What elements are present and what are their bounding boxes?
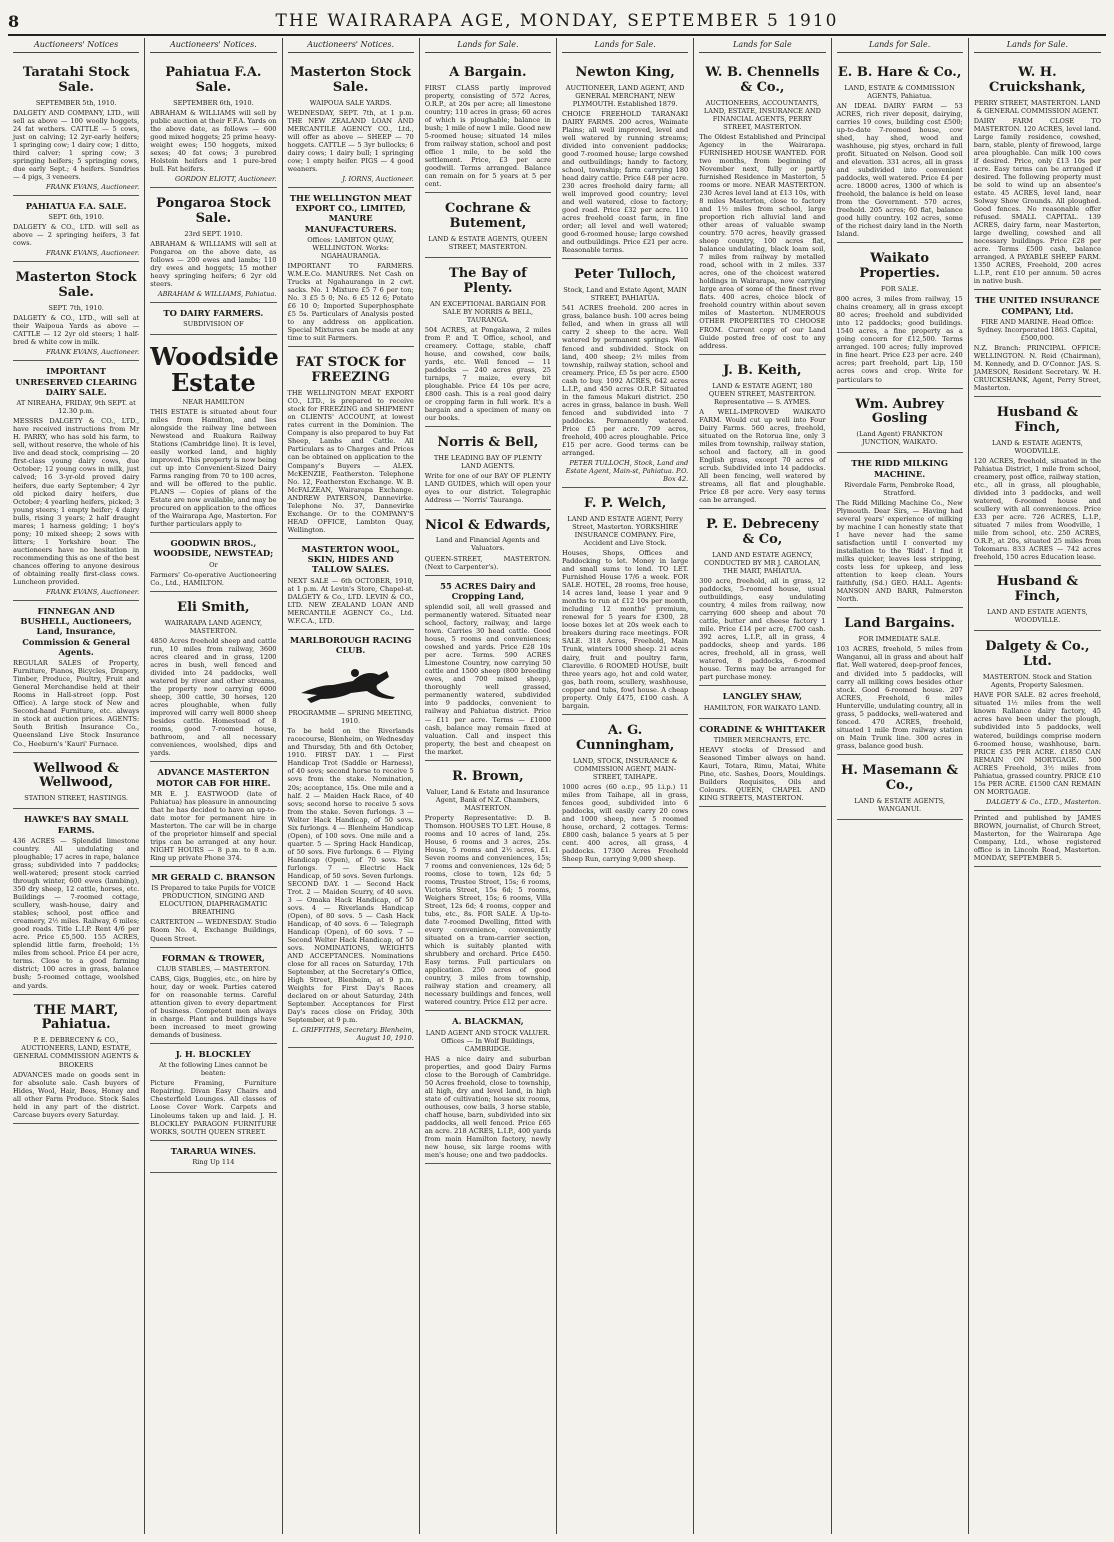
ad-body: NEXT SALE — 6th OCTOBER, 1910, at 1 p.m. At Levin's Store, Chapel-st. DALGETY & Co., LTD. LEVIN & CO., LTD. NEW ZEALAND LOAN AND MERCANTILE AGENCY Co., Ltd. W.F.C.A., LTD.: [287, 576, 414, 625]
column-header: Auctioneers' Notices.: [288, 38, 414, 53]
advertisement: [150, 867, 276, 947]
advertisement: [425, 1011, 551, 1164]
ad-body: Farmers' Co-operative Auctioneering Co., Ltd., HAMILTON.: [150, 570, 277, 587]
advertisement: [699, 57, 825, 355]
ad-subtitle: 23rd SEPT. 1910.: [184, 229, 243, 238]
ad-title: Wm. Aubrey Gosling: [855, 396, 944, 427]
ad-body: 436 ACRES — Splendid limestone country. All undulating and ploughable; 17 acres in rape, balance grass; subdivided into 7 paddocks; well-watered; present stock carried through winter, 600 ewes (lambing), 350 dry sheep, 12 cattle, horses, etc. Buildings — 7-roomed cottage, scullery, wash-house, dairy and stables; school, post office and creamery, 2½ miles. Railway, 6 miles; good roads. Title L.I.P. Rent 4/6 per acre. Price £5,500. 155 ACRES, splendid little farm, freehold; 1½ miles from school. Price £4 per acre, terms. Close to a good farming district; 100 acres in grass, balance bush; 5-roomed cottage, woolshed and yards.: [13, 836, 140, 990]
ad-title: THE RIDD MILKING MACHINE.: [851, 458, 949, 479]
advertisement: [974, 57, 1101, 291]
advertisement: [13, 995, 139, 1124]
ad-body: IMPORTANT TO FARMERS. W.M.E.Co. MANURES. Net Cash on Trucks at Ngahauranga in 2 cwt. sacks. No. 1 Mixture £5 7 6 per ton; No. 3 £5 5 0; No. 6 £5 12 6; Potato £6 10 0; Imported Superphosphate £5 5s. Particulars of Analysis posted to any address on application. Special Mixtures can be made at any time to suit Farmers.: [287, 262, 414, 343]
ad-subtitle: Riverdale Farm, Pembroke Road, Stratford.: [844, 480, 955, 497]
ad-title: Wellwood & Wellwood,: [33, 760, 119, 791]
ad-body: MR E. J. EASTWOOD (late of Pahiatua) has pleasure in announcing that he has decided to have an up-to-date motor for permanent hire in Masterton. The car will be in charge of the proprietor himself and special trips can be arranged at any hour. NIGHT HOURS — 8 p.m. to 8 a.m. Ring up private Phone 374.: [150, 789, 277, 863]
ad-title: Peter Tulloch,: [574, 267, 676, 283]
ad-body: THE WELLINGTON MEAT EXPORT CO., LTD., is prepared to receive stock for FREEZING and SHIPMENT on CLIENTS' ACCOUNT, at lowest rates current in the Dominion. The Company is also prepared to buy Fat Sheep, Lambs and Cattle. All Particulars as to Charges and Prices can be obtained on application to the Company's Buyers — ALEX. McKENZIE, Featherston. Telephone No. 12, Featherston Exchange. W. B. McFALZEAN, Wairarapa Exchange. ANDREW PATERSON, Dannevirke. Telephone No. 37, Dannevirke Exchange. Or to the COMPANY'S HEAD OFFICE, Lambton Quay, Wellington.: [287, 389, 414, 534]
ad-title: MARLBOROUGH RACING CLUB.: [289, 634, 412, 655]
advertisement: [699, 509, 825, 686]
ad-title: A. BLACKMAN,: [452, 1016, 524, 1027]
ad-body: A WELL-IMPROVED WAIKATO FARM. Would cut up well into Four Dairy Farms. 560 acres, freehold, situated on the Rotorua line, only 3 miles from township, railway station, school and factory, all in good English grass, except 70 acres of scrub. Subdivided into 14 paddocks. All been fencing, well watered by streams, all flat and ploughable. Price £8 per acre. Very easy terms can be arranged.: [699, 407, 826, 504]
ad-body: 541 ACRES freehold. 200 acres in grass, balance bush. 100 acres being felled, and when in grass all will carry 2 sheep to the acre. Well watered by permanent springs. Well fenced and subdivided. Stock on land, 400 sheep; 2½ miles from township, railway station, school and creamery. Price, £5 5s per acre. £500 cash to buy. 1092 ACRES, 642 acres L.I.P., and 450 acres O.R.P. Situated in the famous Makuri district. 250 acres in grass, balance in bush. Well fenced and subdivided into 7 paddocks. Permanently watered. Price £5 per acre. 709 acres, freehold, 400 acres ploughable. Price £15 per acre. Good terms can be arranged.: [562, 304, 689, 457]
ad-subtitle: STATION STREET, HASTINGS.: [24, 794, 129, 803]
ad-subtitle: LAND & ESTATE AGENT, 180 QUEEN STREET, MASTERTON. Representative — S. AYMES.: [708, 381, 816, 406]
ad-body: DALGETY & CO., LTD., will sell at their Waipoua Yards as above — CATTLE — 12 2yr old steers; 1 half-bred & white cow in milk.: [13, 314, 140, 347]
advertisement: [699, 355, 825, 509]
ad-body: Write for one of our BAY OF PLENTY LAND GUIDES, which will open your eyes to our district. Telegraphic Address — 'Norris' Tauranga.: [424, 472, 551, 505]
ad-subtitle: LAND, STOCK, INSURANCE & COMMISSION AGENT, MAIN-STREET, TAIHAPE.: [572, 756, 678, 781]
advertisement: [425, 193, 551, 258]
ad-subtitle: FOR IMMEDIATE SALE.: [858, 635, 941, 644]
ad-signature: DALGETY & Co., LTD., Masterton.: [986, 797, 1101, 806]
ad-signature: FRANK EVANS, Auctioneer.: [46, 249, 140, 258]
ad-title: Pahiatua F.A. Sale.: [165, 64, 262, 95]
ad-subtitle: WAIPOUA SALE YARDS.: [309, 98, 392, 107]
ad-title: TO DAIRY FARMERS.: [163, 308, 264, 319]
advertisement: [13, 196, 139, 262]
advertisement: [974, 811, 1101, 867]
column-header: Auctioneers' Notices.: [150, 38, 276, 53]
ad-body: splendid soil, all well grassed and permanently watered. Situated near school, factory, railway, and large town. Carries 30 head cattle. Good house, 5 rooms and conveniences; cowshed and yards. Price £28 10s per acre. Terms. 590 ACRES Limestone Country, now carrying 50 cattle and 1500 sheep (800 breeding ewes, and 700 mixed sheep), thoroughly well grassed, permanently watered, subdivided into 9 paddocks, convenient to railway and Pahiatua district. Price — £11 per acre. Terms — £1000 cash, balance may remain fixed at valuation. Call and inspect this property, the best and cheapest on the market.: [424, 603, 551, 756]
ad-body: FIRST CLASS partly improved property, consisting of 572 Acres, O.R.P., at 20s per acre; all limestone country; 110 acres in grass; 60 acres of which is ploughable; balance in bush; 1 mile of new 1 mile. Good new 5-roomed house; situated 14 miles from railway station, school and post office 1 mile, to be sold the settlement. Price, £3 per acre goodwill. Terms arranged. Balance can remain on for 5 years at 5 per cent.: [424, 83, 551, 189]
ad-title: Masterton Stock Sale.: [290, 64, 412, 95]
ad-subtitle: LAND, ESTATE & COMMISSION AGENTS, Pahiatua.: [844, 83, 955, 100]
ad-subtitle: WAIRARAPA LAND AGENCY, MASTERTON.: [164, 618, 263, 635]
ad-title: Husband & Finch,: [996, 574, 1079, 605]
column-header: Lands for Sale.: [562, 38, 688, 53]
advertisement: [13, 809, 139, 994]
ad-title: FINNEGAN AND BUSHELL, Auctioneers, Land, Insurance, Commission & General Agents.: [20, 605, 132, 657]
ad-title: Newton King,: [575, 64, 675, 80]
advertisement: [150, 1044, 276, 1141]
advertisement: [837, 453, 963, 608]
ad-subtitle: LAND AND ESTATE AGENTS, WOODVILLE.: [987, 608, 1088, 625]
ad-title: FAT STOCK for FREEZING: [295, 355, 406, 386]
ad-subtitle: Stock, Land and Estate Agent, MAIN STREET, PAHIATUA.: [563, 286, 687, 303]
ad-subtitle: P. E. DEBRECENY & CO., AUCTIONEERS, LAND, ESTATE, GENERAL COMMISSION AGENTS & BROKERS: [13, 1036, 139, 1069]
ad-body: THIS ESTATE is situated about four miles from Hamilton, and lies alongside the railway line between Newstead and Ruakura Railway Stations (Cambridge line). It is level, easily worked land, and highly improved. This property is now being cut up into Convenient-Sized Dairy Farms ranging from 70 to 100 acres, and will be offered to the public. PLANS — Copies of plans of the Estate are now available, and may be procured on application to the offices of the Wairarapa Age, Masterton. For further particulars apply to: [150, 407, 277, 529]
ad-subtitle: CLUB STABLES, — MASTERTON.: [156, 964, 271, 973]
ad-title: THE WELLINGTON MEAT EXPORT CO., LIMITED, MANURE MANUFACTURERS.: [289, 192, 412, 234]
ad-body: Printed and published by JAMES BROWN, journalist, of Church Street, Masterton, for the Wairarapa Age Company, Ltd., whose registered office is in Lincoln Road, Masterton. MONDAY, SEPTEMBER 5.: [973, 813, 1101, 862]
ad-subtitle: SUBDIVISION OF: [183, 320, 244, 329]
ad-body: ABRAHAM & WILLIAMS will sell at Pongaroa on the above date, as follows — 200 ewes and lambs; 110 dry ewes and hoggets; 15 mother heavy springing heifers; 6 2yr old steers.: [150, 239, 277, 288]
ad-title: 55 ACRES Dairy and Cropping Land,: [440, 580, 536, 601]
advertisement: [288, 539, 414, 630]
ad-subtitle: PERRY STREET, MASTERTON. LAND & GENERAL COMMISSION AGENT.: [974, 98, 1101, 115]
ad-signature: PETER TULLOCH, Stock, Land and Estate Agent, Main-st, Pahiatua. P.O. Box 42.: [565, 458, 689, 483]
ad-body: Property Representative: D. B. Thomson. HOUSES TO LET. House, 8 rooms and 10 acres of land, 25s. House, 6 rooms and 3 acres, 25s. House, 5 rooms and 2½ acres, £1. Seven rooms and conveniences, 15s; 7 rooms and conveniences, 12s 6d; 5 rooms, close to town, 12s 6d; 5 rooms, Trustee Street, 15s; 6 rooms, Victoria Street, 15s 6d; 5 rooms, Weighers Street, 15s; 6 rooms, Villa Street, 12s 6d; 4 rooms, copper and tubs, etc., 8s. FOR SALE. A Up-to-date 7-roomed Dwelling, fitted with every convenience, conveniently situated on a tram-carrier section, which is suitably planted with shrubbery and orchard. Price £450. Easy terms. Full particulars on application. 250 acres of good country, 3 miles from township, railway station and creamery, all necessary buildings and fences, well watered country. Price £12 per acre.: [424, 813, 551, 1007]
ad-title: Norris & Bell,: [437, 435, 539, 451]
ad-body: HAS a nice dairy and suburban properties, and good Dairy Farms close to the Borough of Cambridge. 50 Acres freehold, close to township, all high, dry and level land, in high state of cultivation; house six rooms, outhouses, cow bails, 3 horse stable, chaff house, barn, subdivided into six paddocks, all well fenced. Price £65 an acre. 218 ACRES, L.I.P., 400 yards from main Hamilton factory, newly new house, six large rooms with men's house; one and two paddocks.: [424, 1054, 551, 1160]
column-5: [557, 38, 694, 1534]
ad-body: DAIRY FARM CLOSE TO MASTERTON. 120 ACRES, level land. Large family residence, cowshed, barn, stable, plenty of firewood, large area ploughable. Can milk 100 cows if desired. Price, only £13 10s per acre. Easy terms can be arranged if desired. The following property must be sold to wind up an absentee's estate. 45 ACRES, level land, near Solway Show Grounds. All ploughed. Good fences. No reasonable offer refused. SMALL CAPITAL. 139 ACRES, dairy farm, near Masterton, large dwelling, cowshed and all necessary buildings. Price £28 per acre. Terms £500 cash, balance arranged. A PAYABLE SHEEP FARM. 1350 ACRES, Freehold, 200 acres L.I.P., rent £10 per annum. 50 acres in native bush.: [973, 116, 1101, 286]
racehorse-illustration: [291, 659, 411, 705]
ad-body: Picture Framing, Furniture Repairing. Divan Easy Chairs and Chesterfield Lounges. All classes of Loose Cover Work. Carpets and Linoleums taken up and laid. J. H. BLOCKLEY PARAGON FURNITURE WORKS, SOUTH QUEEN STREET.: [150, 1079, 277, 1136]
ad-subtitle: Or: [209, 560, 218, 569]
ad-body: The Oldest Established and Principal Agency in the Wairarapa. FURNISHED HOUSE WANTED. FOR two months, from beginning of November next, fully or partly furnished Residence in Masterton, 5 rooms or more. NEAR MASTERTON. 230 Acres level land at £13 10s, with 8 miles Masterton, close to factory and 1½ miles from school, large proportion rich alluvial land and other areas of valuable swamp country. 570 acres, heavily grassed sheep country, 100 acres flat, balance undulating, black loam soil, 7 miles from railway by metalled road, school with in 2 miles. 337 acres, one of the choicest watered holdings in Wairarapa, now carrying large area of some of the finest river flats. 400 acres, choice block of freehold country within about seven miles of Masterton. NUMEROUS OTHER PROPERTIES TO CHOOSE FROM. Current copy of our Land Guide posted free of cost to any address.: [699, 132, 826, 350]
page-number: 8: [8, 11, 20, 31]
ad-signature: FRANK EVANS, Auctioneer.: [46, 348, 140, 357]
ad-subtitle: Land and Financial Agents and Valuators.: [435, 536, 540, 553]
advertisement: [837, 755, 963, 820]
ad-subtitle: LAND & ESTATE AGENTS, QUEEN STREET, MASTERTON.: [428, 234, 548, 251]
ad-signature: FRANK EVANS, Auctioneer.: [46, 587, 140, 596]
advertisement: [13, 601, 139, 753]
ad-title: Woodside Estate: [150, 342, 279, 397]
ad-title: H. Masemann & Co.,: [841, 762, 959, 793]
column-2: [145, 38, 282, 1534]
advertisement: [425, 258, 551, 427]
advertisement: [150, 533, 276, 592]
ad-subtitle: PROGRAMME — SPRING MEETING, 1910.: [288, 709, 414, 726]
advertisement: [150, 762, 276, 867]
ad-subtitle: Offices: LAMBTON QUAY, WELLINGTON. Works: NGAHAURANGA.: [307, 235, 394, 260]
column-1: [8, 38, 145, 1534]
ad-subtitle: HAMILTON, FOR WAIKATO LAND.: [703, 703, 821, 712]
ad-title: CORADINE & WHITTAKER: [699, 723, 826, 734]
ad-signature: J. IORNS, Auctioneer.: [342, 174, 414, 183]
ad-body: QUEEN-STREET, MASTERTON. (Next to Carpenter's).: [424, 554, 551, 571]
advertisement: [425, 427, 551, 509]
advertisement: [974, 631, 1101, 810]
advertisement: [425, 57, 551, 193]
masthead-title: THE WAIRARAPA AGE, MONDAY, SEPTEMBER 5 1910: [275, 11, 839, 31]
advertisement: [562, 57, 688, 260]
column-7: [832, 38, 969, 1534]
column-4: [420, 38, 557, 1534]
ad-body: CARTERTON — WEDNESDAY. Studio Room No. 4, Exchange Buildings, Queen Street.: [150, 918, 277, 943]
ad-title: Land Bargains.: [844, 616, 955, 632]
ad-subtitle: SEPTEMBER 6th, 1910.: [173, 98, 254, 107]
ad-subtitle: LAND & ESTATE AGENTS, WANGANUI.: [854, 796, 945, 813]
advertisement: [837, 389, 963, 454]
advertisement: [974, 290, 1101, 397]
advertisement: [13, 57, 139, 196]
column-8: [969, 38, 1106, 1534]
ad-title: P. E. Debreceny & Co,: [706, 517, 819, 547]
ad-title: R. Brown,: [452, 768, 524, 784]
ad-body: 4850 Acres freehold sheep and cattle run, 10 miles from railway, 3600 acres cleared and in grass, 1200 acres in bush, well fenced and divided into 24 paddocks, well watered by river and other streams, the property now carrying 6000 sheep, 300 cattle, 30 horses, 120 acres ploughable, when fully improved will carry well 8000 sheep besides cattle. Homestead of 8 rooms, good 7-roomed house, bathroom, and all necessary conveniences, woolshed, dips and yards.: [150, 636, 277, 758]
ad-subtitle: FOR SALE.: [880, 285, 919, 294]
ad-subtitle: AUCTIONEERS, ACCOUNTANTS, LAND, ESTATE, INSURANCE AND FINANCIAL AGENTS, PERRY STREET, MASTERTON.: [703, 98, 821, 131]
ad-title: THE MART, Pahiatua.: [34, 1002, 119, 1033]
ad-title: TARARUA WINES.: [170, 1145, 256, 1156]
ad-signature: ABRAHAM & WILLIAMS, Pahiatua.: [157, 290, 277, 299]
ad-body: 103 ACRES, freehold, 5 miles from Wanganui, all in grass and about half flat. Well watered, deep-proof fences, and divided into 5 paddocks, will carry all milking cows besides other stock. Good 6-roomed house. 207 ACRES, Freehold, 6 miles Hunterville, undulating country, all in grass, 5 paddocks, well-watered and fenced. 470 ACRES, freehold, situated 1 mile from railway station on Main Trunk line. 300 acres in grass, balance good bush.: [836, 645, 963, 750]
ad-signature: GORDON ELIOTT, Auctioneer.: [174, 174, 277, 183]
ad-subtitle: AN EXCEPTIONAL BARGAIN FOR SALE BY NORRIS & BELL, TAURANGA.: [430, 299, 546, 324]
advertisement: [425, 510, 551, 576]
ad-title: Taratahi Stock Sale.: [22, 64, 130, 95]
ad-subtitle: At the following Lines cannot be beaten:: [159, 1061, 268, 1078]
advertisement: [13, 361, 139, 601]
ad-title: Dalgety & Co., Ltd.: [985, 639, 1090, 670]
advertisement: [150, 188, 276, 303]
ad-subtitle: SEPTEMBER 5th, 1910.: [35, 98, 117, 107]
ad-body: MESSRS DALGETY & CO., LTD., have received instructions from Mr H. PARRY, who has sold his farm, to sell, without reserve, the whole of his live and dead stock, comprising — 20 first-class young dairy cows, due October; 12 young cows in milk, just calved; 16 3-yr-old proved dairy heifers, due early September; 4 2yr old picked dairy heifers, due October; 4 yearling heifers, picked; 3 young steers; 1 empty heifer; 4 dairy bulls, rising 3 years; 2 half draught mares; 1 harness gelding; 1 boy's pony; 10 mixed sheep; 2 sows with litters; 1 Yorkshire boar. The auctioneers have no hesitation in recommending this as one of the best chances offering to anyone desirous of obtaining really first-class cows. Luncheon provided.: [13, 417, 140, 586]
ad-body: ABRAHAM & WILLIAMS will sell by public auction at their F.F.A. Yards on the above date, as follows — 600 good mixed hoggets; 25 prime heavy-weight ewes; 150 hoggets, mixed sexes; 40 fat cows; 3 purebred Holstein heifers and 1 pure-bred bull. Fat heifers.: [150, 108, 277, 173]
ad-title: Pongaroa Stock Sale.: [156, 195, 271, 226]
ad-body: CHOICE FREEHOLD TARANAKI DAIRY FARMS. 200 acres, Waimate Plains; all well improved, level and well watered by running streams; divided into convenient paddocks; good 7-roomed house; large cowshed and outbuildings; handy to factory, school, township; farm carrying 180 head dairy cattle. Price £48 per acre. 230 acres freehold dairy farm; all well improved good country; level and well watered, close to factory; good road. Price £32 per acre. 110 acres freehold coast farm, in fine order; all level and well watered; good 6-roomed house; large cowshed and outbuildings. Price £21 per acre. Reasonable terms.: [562, 109, 689, 255]
ad-body: 1000 acres (60 o.r.p., 95 l.i.p.) 11 miles from Taihape, all in grass, fences good, subdivided into 6 paddocks, will easily carry 20 cows and 1000 sheep, new 5 roomed house, orchard, 2 cottages. Terms: £800 cash, balance 5 years at 5 per cent. 400 acres, all grass, 4 paddocks. 17300 Acres Freehold Sheep Run, carrying 9,000 sheep.: [562, 782, 689, 863]
ad-title: E. B. Hare & Co.,: [837, 64, 962, 80]
ad-body: 300 acre, freehold, all in grass, 12 paddocks, 5-roomed house, usual outbuildings, easy undulating country, 4 miles from railway, now carrying 600 sheep and about 70 cattle, butter and cheese factory 1 mile. Price £14 per acre, £700 cash. 392 acres, L.I.P., all in grass, 4 paddocks, sheep and yards. 186 acres, freehold, all in grass, well watered, 8 paddocks, 6-roomed house. Terms may be arranged for part purchase money.: [699, 576, 826, 682]
ad-title: HAWKE'S BAY SMALL FARMS.: [24, 814, 129, 835]
ad-body: 504 ACRES, at Pongakawa, 2 miles from P. and T. Office, school, and creamery. Cottage, stable, chaff house, and cowshed, cow bails, yards, etc. Well fenced — 11 paddocks — 240 acres grass, 25 turnips, 7 maize, every bit ploughable. Price £4 10s per acre, £800 cash. This is a real good dairy or cropping farm in full work. It's a bargain and a specimen of many on our books.: [424, 326, 551, 423]
masthead: [8, 8, 1106, 36]
advertisement: [150, 948, 276, 1045]
ad-title: LANGLEY SHAW,: [722, 691, 803, 702]
ad-body: N.Z. Branch: PRINCIPAL OFFICE: WELLINGTON. N. Reid (Chairman), M. Kennedy, and D. O'Connor. JAS. S. JAMESON, Resident Secretary. W. H. CRUICKSHANK, Agent, Perry Street, Masterton.: [973, 343, 1101, 393]
ad-subtitle: SEPT. 6th, 1910.: [48, 213, 104, 222]
ad-subtitle: TIMBER MERCHANTS, ETC.: [713, 735, 812, 744]
ad-subtitle: Valuer, Land & Estate and Insurance Agent, Bank of N.Z. Chambers, MASTERTON.: [426, 787, 550, 812]
ad-subtitle: LAND AND ESTATE AGENCY, CONDUCTED BY MR J. CAROLAN, THE MART, PAHIATUA.: [703, 550, 821, 575]
columns-container: [8, 38, 1106, 1534]
advertisement: [288, 630, 414, 1048]
ad-body: To be held on the Riverlands racecourse, Blenheim, on Wednesday and Thursday, 5th and 6th October, 1910. FIRST DAY. 1 — First Handicap Trot (Saddle or Harness), of 40 sovs; second horse to receive 5 sovs from the stake. Nomination, 20s; acceptance, 15s. One mile and a half. 2 — Maiden Hack Race, of 40 sovs; second horse to receive 5 sovs from the stake. Seven furlongs. 3 — Welter Hack Handicap, of 50 sovs. Six furlongs. 4 — Blenheim Handicap (Open), of 100 sovs. One mile and a quarter. 5 — Spring Hack Handicap, of 50 sovs. Five furlongs. 6 — Flying Handicap (Open), of 70 sovs. Six furlongs. 7 — Electric Hack Handicap, of 50 sovs. Seven furlongs. SECOND DAY. 1 — Second Hack Trot. 2 — Maiden Scurry, of 40 sovs. 3 — Omaka Hack Handicap, of 50 sovs. 4 — Riverlands Handicap (Open), of 80 sovs. 5 — Cash Hack Handicap, of 40 sovs. 6 — Telegraph Handicap (Open), of 60 sovs. 7 — Second Welter Hack Handicap, of 50 sovs. NOMINATIONS, WEIGHTS AND ACCEPTANCES. Nominations close for all races on Saturday, 17th September, at the Secretary's Office, High Street, Blenheim, at 9 p.m. Weights for First Day's Races declared on or about Saturday, 24th September. Acceptances for First Day's races close on Friday, 30th September, at 9 p.m.: [287, 727, 414, 1025]
ad-subtitle: AT NIREAHA, FRIDAY, 9th SEPT. at 12.30 p.m.: [16, 399, 136, 416]
ad-subtitle: FIRE AND MARINE. Head Office: Sydney. Incorporated 1863. Capital, £500,000.: [977, 317, 1098, 342]
ad-title: Cochrane & Butement,: [445, 201, 531, 232]
ad-title: Eli Smith,: [177, 599, 250, 615]
column-header: Lands for Sale.: [425, 38, 551, 53]
ad-subtitle: SEPT. 7th, 1910.: [48, 304, 104, 313]
advertisement: [699, 719, 825, 808]
column-header: Lands for Sale.: [974, 38, 1101, 53]
ad-title: W. B. Chennells & Co.,: [705, 64, 820, 95]
advertisement: [150, 57, 276, 188]
ad-body: HEAVY stocks of Dressed and Seasoned Timber always on hand. Kauri, Totara, Rimu, Matai, White Pine, etc. Sashes, Doors, Mouldings. Builders Requisites, Oils and Colours. QUEEN, CHAPEL AND KING STREETS, MASTERTON.: [699, 745, 826, 803]
advertisement: [288, 347, 414, 538]
ad-body: Houses, Shops, Offices and Paddocking to let. Money in large and small sums to lend. TO LET. Furnished House 17/6 a week. FOR SALE. HOTEL, 28 rooms, free house, 14 acres land, lease 1 year and 9 months to run at £12 10s per month, including 12 months' premium, renewal for 5 years for £300, 28 loose boxes let at 20s week each to breakers during race meetings. FOR SALE. 318 Acres, Freehold, Main Trunk, winters 1000 sheep. 21 acres dairy, fruit and poultry farm, Clareville. 6 ROOMED HOUSE, built three years ago, hot and cold water, gas, bath room, scullery, washhouse, copper and tubs, fowl house. A cheap property. Only £475, £100 cash. A bargain.: [562, 549, 689, 710]
ad-title: Nicol & Edwards,: [425, 517, 551, 533]
advertisement: [150, 1141, 276, 1173]
ad-title: GOODWIN BROS., WOODSIDE, NEWSTEAD;: [153, 538, 274, 559]
ad-title: MR GERALD C. BRANSON: [151, 872, 276, 883]
advertisement: [974, 397, 1101, 566]
ad-subtitle: NEAR HAMILTON: [182, 397, 245, 406]
advertisement: [13, 753, 139, 810]
ad-title: J. B. Keith,: [723, 362, 802, 378]
advertisement: [13, 262, 139, 361]
advertisement: [150, 335, 279, 533]
ad-subtitle: (Land Agent) FRANKTON JUNCTION, WAIKATO.: [856, 430, 943, 447]
ad-body: REGULAR SALES of Property, Furniture, Pianos, Bicycles, Drapery, Timber, Produce, Poultry, Fruit and General Merchandise held at their Rooms in Hall-street (opp. Post Office). A large stock of New and Second-hand Furniture, etc. always in stock at auction prices. AGENTS: South British Insurance Co., Queensland Live Stock Insurance Co., Heeburn's 'Kauri' Furnace.: [13, 659, 140, 748]
ad-title: A Bargain.: [449, 64, 527, 80]
advertisement: [837, 57, 963, 244]
ad-subtitle: AUCTIONEER, LAND AGENT, AND GENERAL MERCHANT, NEW PLYMOUTH. Established 1879.: [565, 83, 685, 108]
ad-body: CABS, Gigs, Buggies, etc., on hire by hour, day or week. Parties catered for on reasonable terms. Careful attention given to every department of business. Competent men always in charge. Plant and buildings have been increased to meet growing demands of business.: [150, 974, 277, 1040]
ad-signature: L. GRIFFITHS, Secretary. Blenheim, August 10, 1910.: [292, 1026, 414, 1043]
ad-body: HAVE FOR SALE. 82 acres freehold, situated 1½ miles from the well known Rallance dairy factory, 45 acres have been under the plough, subdivided into 5 paddocks, well watered, buildings comprise modern 6-roomed house, washhouse, barn. PRICE £35 PER ACRE. £1850 CAN REMAIN ON MORTGAGE. 500 ACRES Freehold, 3½ miles from Pahiatua, grassed country. PRICE £10 15s PER ACRE. £1500 CAN REMAIN ON MORTGAGE.: [973, 691, 1101, 796]
advertisement: [974, 566, 1101, 631]
ad-body: 800 acres, 3 miles from railway, 15 chains creamery, all in grass except 80 acres; freehold and subdivided into 12 paddocks; good buildings. 1540 acres, a fine property as a going concern for £12,500. Terms arranged. 100 acres; fully improved in fine heart. Price £23 per acre. 240 acres; part freehold, part Lip, 150 acres cows and crop. Write for particulars to: [836, 295, 963, 384]
advertisement: [562, 488, 688, 715]
ad-title: A. G. Cunningham,: [575, 722, 675, 753]
ad-subtitle: THE LEADING BAY OF PLENTY LAND AGENTS.: [433, 454, 542, 471]
ad-subtitle: LAND & ESTATE AGENTS, WOODVILLE.: [992, 439, 1083, 456]
ad-title: W. H. Cruickshank,: [989, 64, 1086, 95]
ad-body: ADVANCES made on goods sent in for absolute sale. Cash buyers of Hides, Wool, Hair, Bees, Honey and all other Farm Produce. Stock Sales held in any part of the district. Carcase buyers every Saturday.: [13, 1070, 140, 1119]
advertisement: [562, 259, 688, 488]
ad-body: The Ridd Milking Machine Co., New Plymouth. Dear Sirs, — Having had several years' experience of milking by machine I can honestly state that I have never had the same satisfaction until I converted my installation to the 'Ridd'. I find it milks quicker, leaves less stripping, costs less for upkeep, and less attention to keep clean. Yours faithfully, (Sd.) GEO. HALL. Agents: MANSON AND BARR, Palmerston North.: [836, 499, 963, 604]
ad-body: AN IDEAL DAIRY FARM — 53 ACRES, rich river deposit, dairying, carries 19 cows, building cost £500; up-to-date 7-roomed house, cow shed, hay shed, wood and washhouse, pig styes, orchard in full profit. Situated on Nelson. Good soil and elevation. 331 acres, all in grass and subdivided into convenient paddocks, well watered. Price £4 per acre. 18000 acres, 1300 of which is freehold, the balance is held on lease from the Government. 570 acres, freehold. 205 acres; 60 flat, balance good hilly country. 102 acres, some of the richest dairy land in the North Island.: [836, 101, 963, 239]
ad-title: Masterton Stock Sale.: [15, 270, 137, 301]
ad-title: Waikato Properties.: [859, 251, 940, 282]
ad-title: MASTERTON WOOL, SKIN, HIDES AND TALLOW SALES.: [301, 543, 400, 575]
ad-title: J. H. BLOCKLEY: [175, 1049, 252, 1060]
column-3: [283, 38, 420, 1534]
advertisement: [288, 188, 414, 347]
ad-body: DALGETY AND COMPANY, LTD., will sell as above — 100 woolly hoggets, 24 fat wethers. CATTLE — 5 cows, just on calving; 12 2yr-early heifers; 1 springing cow; 1 dairy cow; 1 ditto, third calver; 1 spring cow; 3 springing heifers; 5 springing cows, due early Sept.; 4 heifers. Sundries — 4 pigs, 3 veneers.: [13, 108, 140, 181]
advertisement: [837, 243, 963, 388]
ad-title: ADVANCE MASTERTON MOTOR CAB FOR HIRE.: [156, 767, 271, 788]
ad-title: FORMAN & TROWER,: [161, 952, 265, 963]
ad-title: IMPORTANT UNRESERVED CLEARING DAIRY SALE.: [15, 366, 137, 397]
ad-subtitle: Ring Up 114: [192, 1157, 235, 1166]
advertisement: [837, 608, 963, 754]
ad-signature: FRANK EVANS, Auctioneer.: [46, 182, 140, 191]
advertisement: [699, 686, 825, 718]
ad-body: 120 ACRES, freehold, situated in the Pahiatua District, 1 mile from school, creamery, post office, railway station, etc., all in grass, all ploughable, divided into 3 paddocks, and well watered, 6-roomed house and scullery with all conveniences. Price £33 per acre. 726 ACRES, L.I.P., situated 7 miles from Woodville, 1 mile from school, etc. 250 ACRES, O.R.P., at 20s, situated 25 miles from Tokomaru. 833 ACRES — 742 acres freehold, 150 acres Education lease.: [973, 457, 1101, 562]
advertisement: [150, 303, 276, 335]
ad-title: F. P. Welch,: [583, 496, 667, 512]
ad-title: PAHIATUA F.A. SALE.: [25, 200, 127, 211]
ad-title: THE UNITED INSURANCE COMPANY, Ltd.: [975, 295, 1100, 316]
ad-subtitle: LAND AND ESTATE AGENT, Perry Street, Masterton. YORKSHIRE INSURANCE COMPANY. Fire, Accident and Live Stock.: [567, 514, 683, 548]
column-header: Lands for Sale: [699, 38, 825, 53]
ad-title: The Bay of Plenty.: [449, 266, 527, 296]
ad-subtitle: IS Prepared to take Pupils for VOICE PRODUCTION, SINGING AND ELOCUTION, DIAPHRAGMATIC BREATHING: [151, 884, 276, 917]
advertisement: [425, 576, 551, 761]
advertisement: [425, 761, 551, 1012]
column-header: Lands for Sale.: [837, 38, 963, 53]
column-header: Auctioneers' Notices: [13, 38, 139, 53]
ad-body: DALGETY & CO., LTD. will sell as above — 2 springing heifers, 3 fat cows.: [13, 223, 140, 248]
advertisement: [562, 715, 688, 868]
advertisement: [288, 57, 414, 188]
ad-title: Husband & Finch,: [996, 405, 1079, 436]
column-6: [694, 38, 831, 1534]
advertisement: [150, 592, 276, 762]
ad-body: WEDNESDAY, SEPT. 7th, at 1 p.m. THE NEW ZEALAND LOAN AND MERCANTILE AGENCY CO., Ltd., will offer as above — SHEEP — 70 hoggets. CATTLE — 5 3yr bullocks; 6 dairy cows; 1 dairy bull; 1 springing cow; 1 empty heifer. PIGS — 4 good weaners.: [287, 108, 414, 173]
ad-subtitle: MASTERTON. Stock and Station Agents, Property Salesmen.: [982, 673, 1092, 690]
ad-subtitle: LAND AGENT AND STOCK VALUER. Offices — In Wolf Buildings, CAMBRIDGE.: [425, 1028, 550, 1053]
